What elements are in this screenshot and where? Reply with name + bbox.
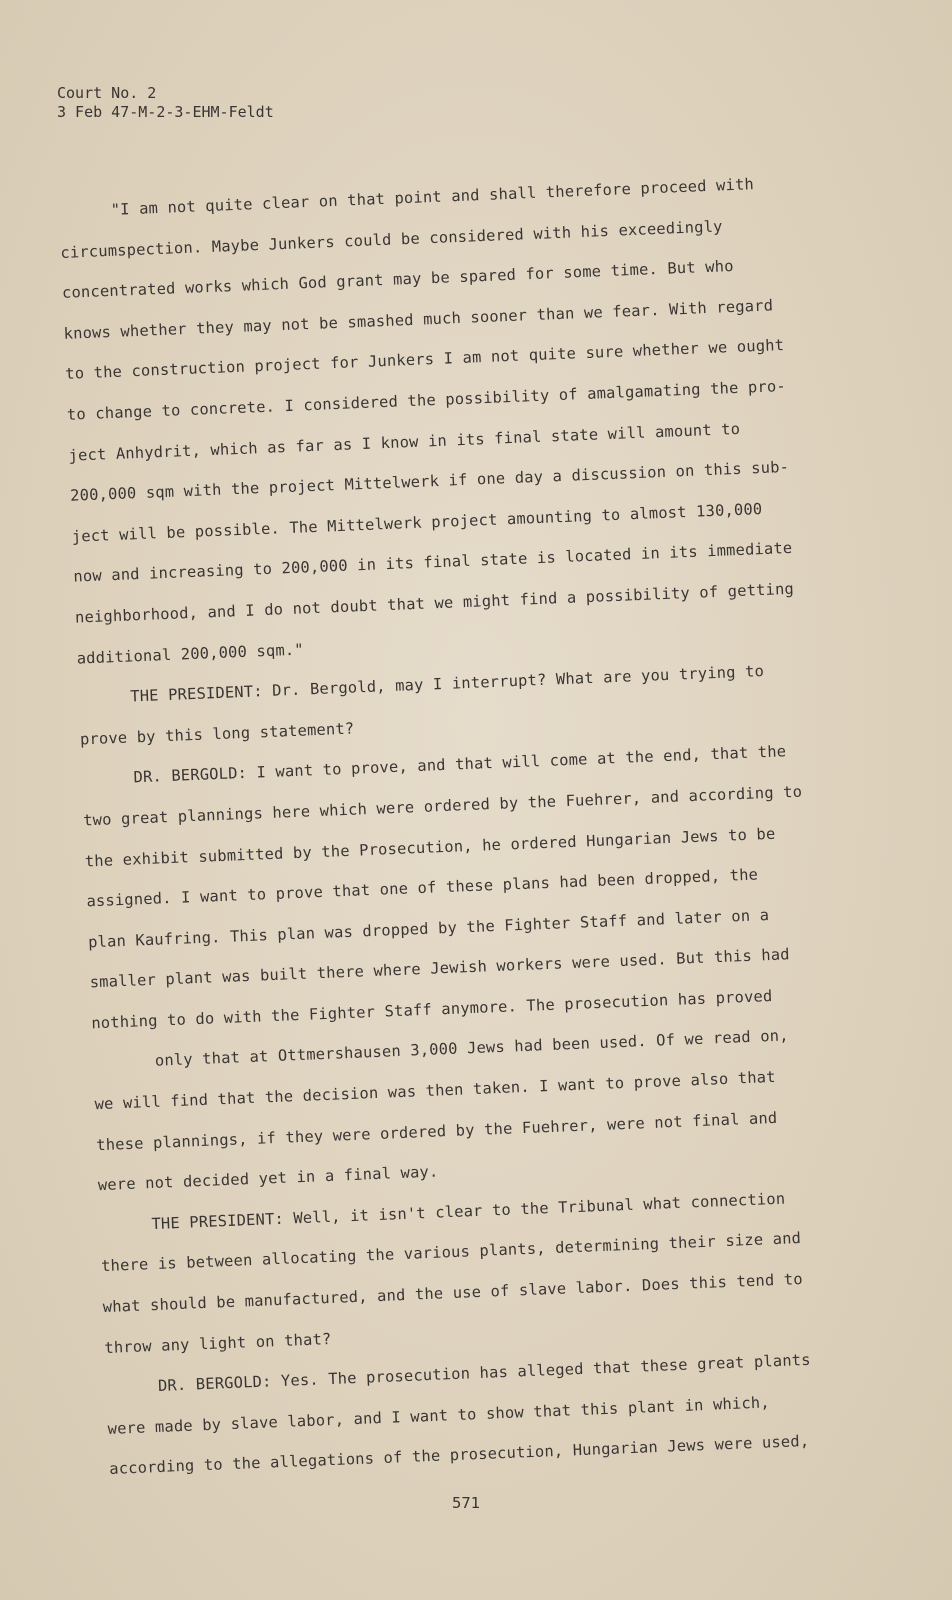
text-line: 200,000 sqm with the project Mittelwerk if one day a discussion on this sub- xyxy=(69,458,790,505)
text-line: were made by slave labor, and I want to show that this plant in which, xyxy=(107,1393,771,1438)
text-line: we will find that the decision was then taken. I want to prove also that xyxy=(94,1067,777,1114)
text-line: what should be manufactured, and the use of slave labor. Does this tend to xyxy=(102,1270,804,1317)
speaker-line: DR. BERGOLD: Yes. The prosecution has alleged that these great plants xyxy=(157,1350,811,1396)
text-line: prove by this long statement? xyxy=(79,719,355,749)
document-reference: 3 Feb 47-M-2-3-EHM-Feldt xyxy=(57,103,274,121)
text-line: now and increasing to 200,000 in its final state is located in its immediate xyxy=(73,539,793,587)
text-line: to change to concrete. I considered the possibility of amalgamating the pro- xyxy=(66,376,787,424)
text-line: additional 200,000 sqm." xyxy=(76,640,305,668)
text-line: circumspection. Maybe Junkers could be considered with his exceedingly xyxy=(60,216,723,262)
text-line: ject will be possible. The Mittelwerk project amounting to almost 130,000 xyxy=(71,499,763,546)
transcript-body xyxy=(58,159,924,1490)
text-line: knows whether they may not be smashed much sooner than we fear. With regard xyxy=(63,296,774,343)
text-line: plan Kaufring. This plan was dropped by the Fighter Staff and later on a xyxy=(87,905,770,952)
text-line: there is between allocating the various plants, determining their size and xyxy=(100,1229,802,1276)
text-line: two great plannings here which were ordered by the Fuehrer, and according to xyxy=(82,782,803,830)
text-line: smaller plant was built there where Jewish workers were used. But this had xyxy=(89,945,791,992)
text-line: throw any light on that? xyxy=(104,1329,332,1357)
page-number: 571 xyxy=(452,1494,480,1512)
text-line: only that at Ottmershausen 3,000 Jews had been used. Of we read on, xyxy=(154,1026,790,1071)
document-header xyxy=(57,84,274,122)
text-line: ject Anhydrit, which as far as I know in its final state will amount to xyxy=(68,419,741,465)
text-line: according to the allegations of the prosecution, Hungarian Jews were used, xyxy=(108,1432,810,1479)
speaker-line: THE PRESIDENT: Well, it isn't clear to the Tribunal what connection xyxy=(151,1189,786,1233)
speaker-line: THE PRESIDENT: Dr. Bergold, may I interrupt? What are you trying to xyxy=(129,662,765,706)
text-line: nothing to do with the Fighter Staff anymore. The prosecution has proved xyxy=(91,986,773,1033)
text-line: were not decided yet in a final way. xyxy=(97,1162,439,1195)
text-line: to the construction project for Junkers I am not quite sure whether we ought xyxy=(64,336,785,384)
text-line: assigned. I want to prove that one of these plans had been dropped, the xyxy=(86,865,759,911)
text-line: neighborhood, and I do not doubt that we might find a possibility of getting xyxy=(74,579,795,627)
text-line: the exhibit submitted by the Prosecution, he ordered Hungarian Jews to be xyxy=(84,824,776,870)
text-line: "I am not quite clear on that point and shall therefore proceed with xyxy=(110,175,755,219)
court-number: Court No. 2 xyxy=(57,84,157,102)
speaker-line: DR. BERGOLD: I want to prove, and that will come at the end, that the xyxy=(133,742,787,787)
text-line: these plannings, if they were ordered by the Fuehrer, were not final and xyxy=(95,1108,778,1154)
text-line: concentrated works which God grant may be spared for some time. But who xyxy=(61,257,734,303)
